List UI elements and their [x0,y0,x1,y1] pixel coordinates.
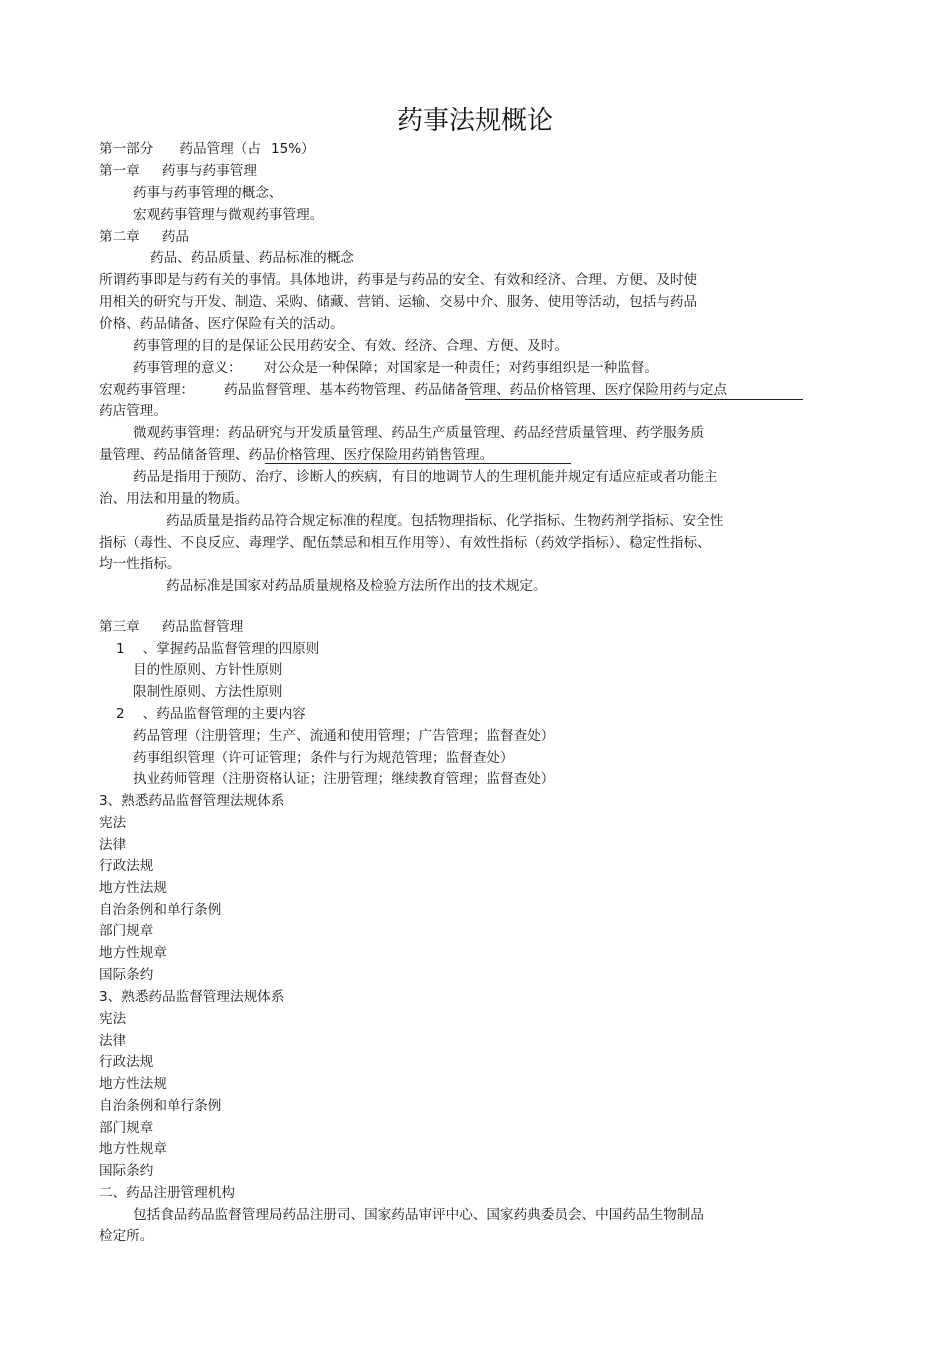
drug-definition-line: 治、用法和用量的物质。 [99,491,249,507]
regulation-system-heading: 3、熟悉药品监督管理法规体系 [99,793,285,809]
macro-label: 宏观药事管理： [99,382,195,398]
list-item-detail: 目的性原则、方针性原则 [133,662,283,678]
quality-definition-line: 均一性指标。 [99,556,181,572]
underline-rule [465,399,803,400]
law-list-item: 自治条例和单行条例 [99,902,222,918]
list-item-detail: 执业药师管理（注册资格认证；注册管理；继续教育管理；监督查处） [133,771,555,787]
list-item-heading [116,639,319,659]
chapter1-label: 第一章 [99,163,140,179]
chapter1-heading [99,161,257,181]
regulation-system-heading: 3、熟悉药品监督管理法规体系 [99,989,285,1005]
macro-text: 药品监督管理、基本药物管理、药品储备管理、药品价格管理、医疗保险用药与定点 [224,382,728,398]
chapter2-title: 药品 [161,229,189,245]
paragraph-line: 所谓药事即是与药有关的事情。具体地讲，药事是与药品的安全、有效和经济、合理、方便、及时使 [99,272,698,288]
law-list-item: 部门规章 [99,923,154,939]
law-list-item: 法律 [99,1033,127,1049]
chapter3-title: 药品监督管理 [161,619,244,635]
significance-label: 药事管理的意义： [133,360,242,376]
chapter2-heading [99,227,189,247]
document-title: 药事法规概论 [396,106,553,136]
part1-pct: 15%） [270,141,315,157]
chapter2-label: 第二章 [99,229,140,245]
item-text: 、掌握药品监督管理的四原则 [142,641,320,657]
law-list-item: 宪法 [99,815,127,831]
micro-management-line: 微观药事管理：药品研究与开发质量管理、药品生产质量管理、药品经营质量管理、药学服务质 [133,425,704,441]
law-list-item: 部门规章 [99,1120,154,1136]
standard-definition: 药品标准是国家对药品质量规格及检验方法所作出的技术规定。 [166,578,547,594]
law-list-item: 宪法 [99,1011,127,1027]
purpose-paragraph: 药事管理的目的是保证公民用药安全、有效、经济、合理、方便、及时。 [133,338,568,354]
list-item-detail: 药品管理（注册管理；生产、流通和使用管理；广告管理；监督查处） [133,728,555,744]
law-list-item: 地方性法规 [99,880,167,896]
paragraph-line: 价格、药品储备、医疗保险有关的活动。 [99,316,344,332]
significance-paragraph [133,358,658,378]
chapter3-heading [99,617,243,637]
part1-heading [99,139,315,159]
list-item-heading [116,704,306,724]
item-text: 、药品监督管理的主要内容 [142,706,306,722]
section2-text-line: 包括食品药品监督管理局药品注册司、国家药品审评中心、国家药典委员会、中国药品生物制品 [133,1207,704,1223]
law-list-item: 国际条约 [99,967,154,983]
law-list-item: 法律 [99,837,127,853]
item-number: 2 [116,706,125,722]
chapter1-item: 药事与药事管理的概念、 [133,185,283,201]
chapter2-subheading: 药品、药品质量、药品标准的概念 [150,250,354,266]
chapter1-item: 宏观药事管理与微观药事管理。 [133,207,324,223]
list-item-detail: 限制性原则、方法性原则 [133,684,283,700]
item-number: 1 [116,641,125,657]
chapter3-label: 第三章 [99,619,140,635]
list-item-detail: 药事组织管理（许可证管理；条件与行为规范管理；监督查处） [133,750,514,766]
underline-rule [265,463,571,464]
significance-text: 对公众是一种保障；对国家是一种责任；对药事组织是一种监督。 [263,360,658,376]
macro-continuation: 药店管理。 [99,403,167,419]
drug-definition-line: 药品是指用于预防、治疗、诊断人的疾病，有目的地调节人的生理机能并规定有适应症或者功能主 [133,469,718,485]
quality-definition-line: 指标（毒性、不良反应、毒理学、配伍禁忌和相互作用等）、有效性指标（药效学指标）、稳定性指标、 [99,535,711,551]
chapter1-title: 药事与药事管理 [161,163,257,179]
section2-heading: 二、药品注册管理机构 [99,1185,235,1201]
section2-text-line: 检定所。 [99,1228,154,1244]
law-list-item: 地方性规章 [99,1141,167,1157]
part1-label: 第一部分 [99,141,154,157]
law-list-item: 行政法规 [99,1054,154,1070]
law-list-item: 自治条例和单行条例 [99,1098,222,1114]
paragraph-line: 用相关的研究与开发、制造、采购、储藏、营销、运输、交易中介、服务、使用等活动，包括与药品 [99,294,698,310]
part1-text: 药品管理（占 [179,141,261,157]
micro-management-line: 量管理、药品储备管理、药品价格管理、医疗保险用药销售管理。 [99,447,494,463]
law-list-item: 行政法规 [99,858,154,874]
quality-definition-line: 药品质量是指药品符合规定标准的程度。包括物理指标、化学指标、生物药剂学指标、安全性 [166,513,724,529]
macro-management-line [99,380,727,400]
law-list-item: 国际条约 [99,1163,154,1179]
law-list-item: 地方性法规 [99,1076,167,1092]
law-list-item: 地方性规章 [99,945,167,961]
